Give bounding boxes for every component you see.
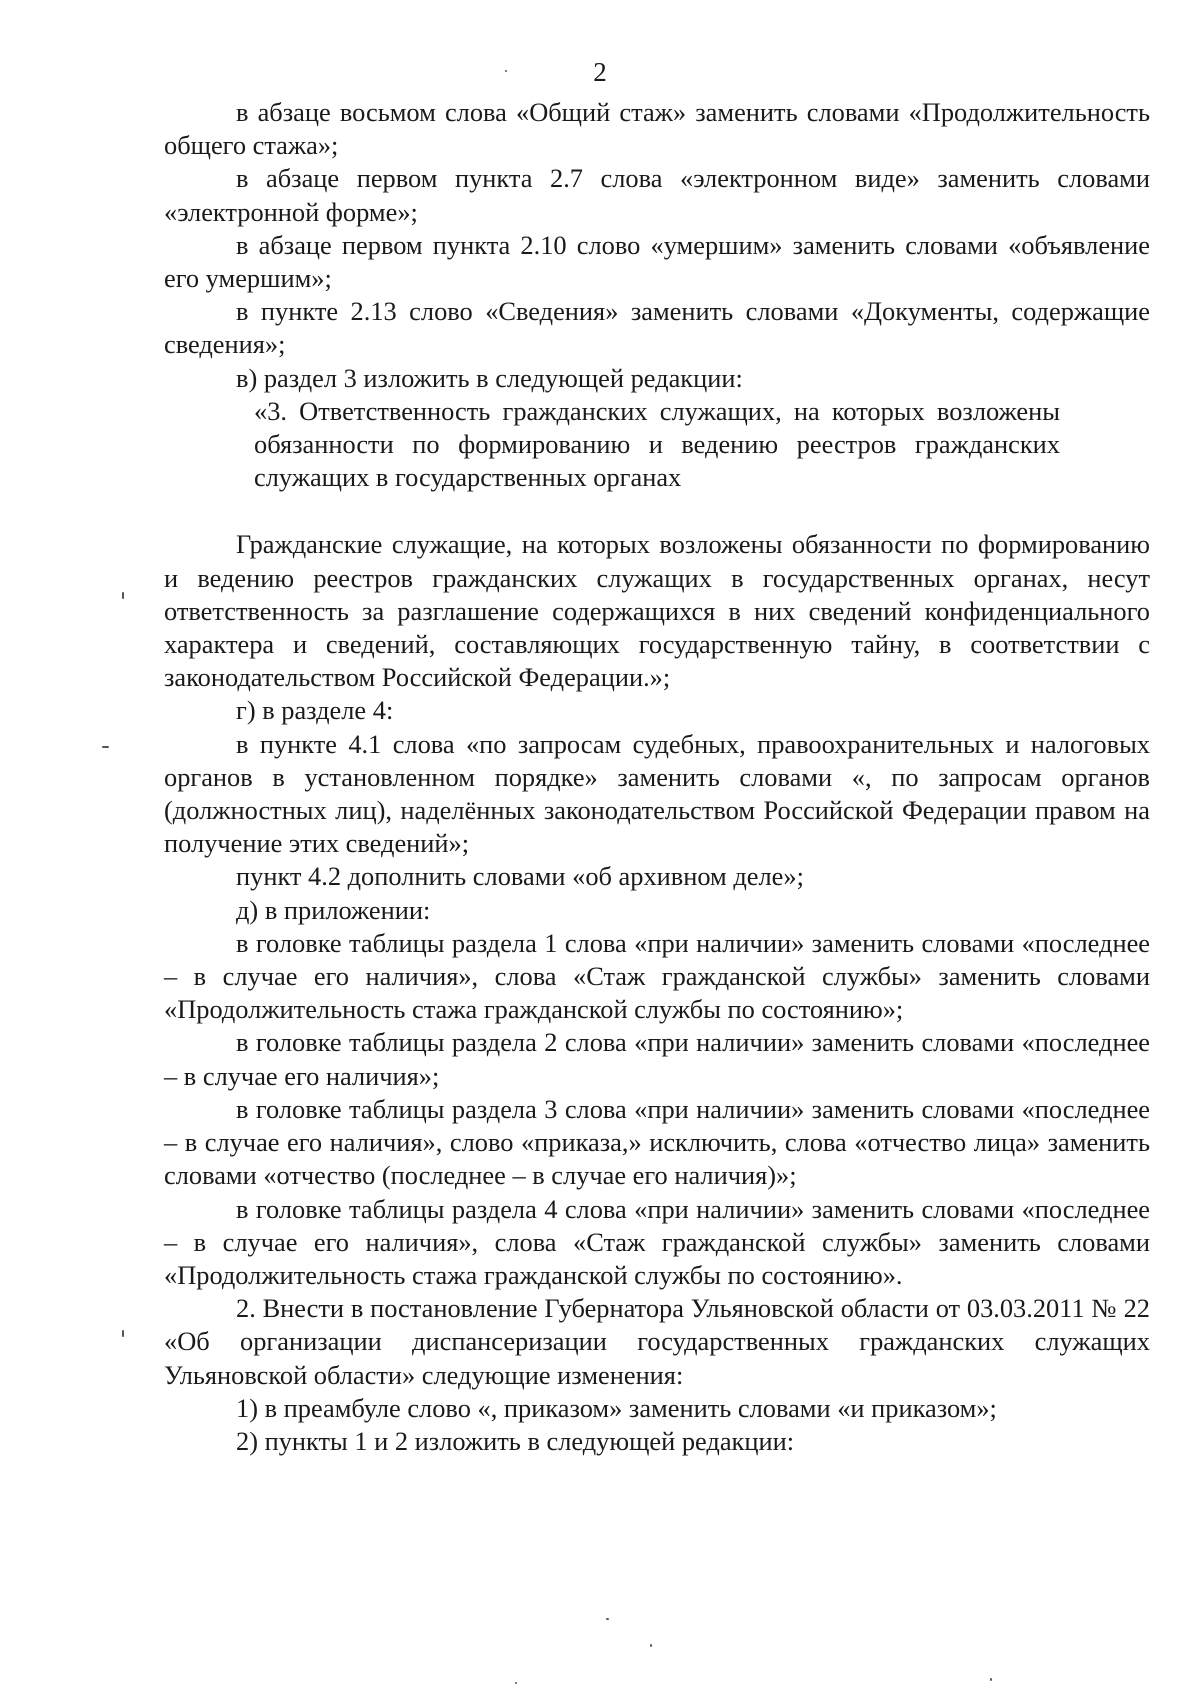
spacer	[164, 494, 1150, 528]
paragraph: в головке таблицы раздела 1 слова «при наличии» заменить словами «последнее – в случае его наличия», слова «Стаж гражданской службы» заменить словами «Продолжительность стажа гражданской службы по состоянию»;	[164, 927, 1150, 1025]
paragraph: 2) пункты 1 и 2 изложить в следующей редакции:	[236, 1425, 795, 1456]
paragraph: в пункте 2.13 слово «Сведения» заменить словами «Документы, содержащие сведения»;	[164, 296, 1150, 360]
paragraph: в) раздел 3 изложить в следующей редакции:	[236, 362, 743, 393]
scan-speck	[102, 746, 109, 748]
paragraph: Гражданские служащие, на которых возложены обязанности по формированию и ведению реестров гражданских служащих в государственных органах, несут ответственность за разглашение содержащихся в них сведений конфиденциального характера и сведений, составляющих государственную тайну, в соответствии с законодательством Российской Федерации.»;	[164, 529, 1150, 693]
scan-speck	[515, 1682, 517, 1684]
scan-speck	[650, 1644, 652, 1647]
scan-speck	[122, 592, 124, 599]
paragraph: в абзаце первом пункта 2.10 слово «умершим» заменить словами «объявление его умершим»;	[164, 229, 1150, 294]
paragraph: в пункте 4.1 слова «по запросам судебных, правоохранительных и налоговых органов в установленном порядке» заменить словами «, по запросам органов (должностных лиц), наделённых законодательством Российской Федерации правом на получение этих сведений»;	[164, 728, 1150, 859]
page-number: 2	[593, 57, 607, 87]
section-heading: «3. Ответственность гражданских служащих, на которых возложены обязанности по формированию и ведению реестров гражданских служащих в государственных органах	[254, 395, 1060, 493]
paragraph: в абзаце восьмом слова «Общий стаж» заменить словами «Продолжительность общего стажа»;	[164, 97, 1150, 161]
scan-speck	[990, 1678, 992, 1681]
paragraph: в головке таблицы раздела 4 слова «при наличии» заменить словами «последнее – в случае его наличия», слова «Стаж гражданской службы» заменить словами «Продолжительность стажа гражданской службы по состоянию».	[164, 1193, 1150, 1290]
scan-speck	[122, 1330, 124, 1337]
paragraph: 1) в преамбуле слово «, приказом» заменить словами «и приказом»;	[236, 1392, 997, 1423]
document-body	[164, 96, 1150, 1458]
paragraph: 2. Внести в постановление Губернатора Ульяновской области от 03.03.2011 № 22 «Об организации диспансеризации государственных гражданских служащих Ульяновской области» следующие изменения:	[164, 1293, 1150, 1390]
paragraph: в головке таблицы раздела 2 слова «при наличии» заменить словами «последнее – в случае его наличия»;	[164, 1027, 1150, 1091]
paragraph: в головке таблицы раздела 3 слова «при наличии» заменить словами «последнее – в случае его наличия», слово «приказа,» исключить, слова «отчество лица» заменить словами «отчество (последнее – в случае его наличия)»;	[164, 1093, 1150, 1191]
paragraph: пункт 4.2 дополнить словами «об архивном деле»;	[236, 861, 804, 892]
paragraph: д) в приложении:	[236, 894, 431, 925]
scan-speck	[505, 70, 507, 72]
paragraph: в абзаце первом пункта 2.7 слова «электронном виде» заменить словами «электронной форме»;	[164, 163, 1150, 227]
scan-speck	[606, 1618, 609, 1620]
paragraph: г) в разделе 4:	[236, 695, 394, 726]
